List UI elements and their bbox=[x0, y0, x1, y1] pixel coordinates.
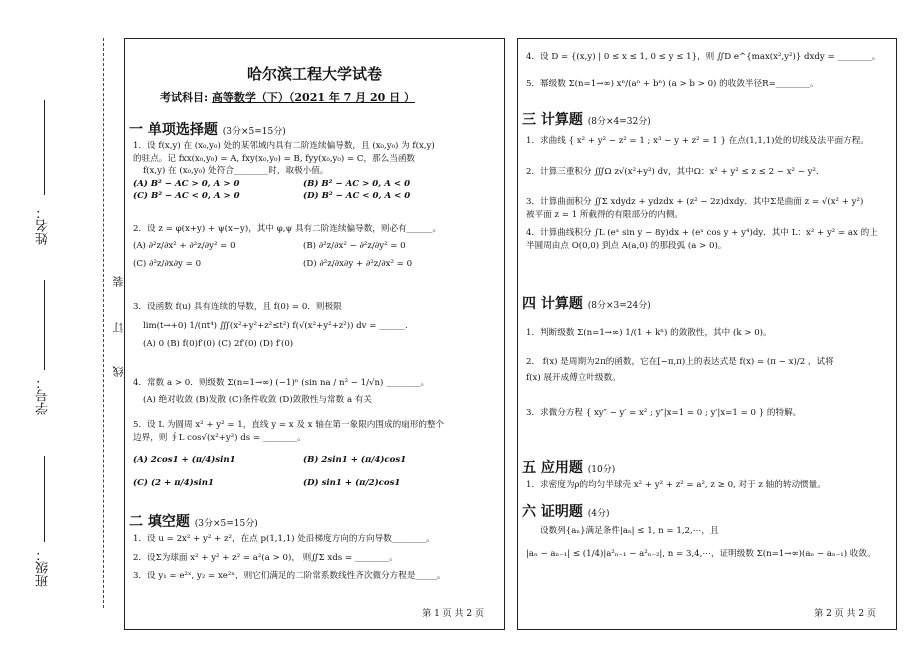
section-5-score: (10分) bbox=[587, 465, 616, 475]
page-1-footer: 第 1 页 共 2 页 bbox=[422, 609, 484, 619]
proof-line-1: 设数列{aₙ}满足条件|aₙ| ≤ 1, n = 1,2,⋯，且 bbox=[540, 526, 719, 536]
q1-line1: 1．设 f(x,y) 在 (x₀,y₀) 处的某邻域内具有二阶连续偏导数，且 (x₀,y₀) 为 f(x,y) bbox=[133, 141, 435, 151]
section-2-score: (3分×5=15分) bbox=[194, 519, 258, 529]
binding-sidebar bbox=[0, 0, 125, 650]
subject-prefix: 考试科目: bbox=[160, 91, 209, 104]
page-2-footer: 第 2 页 共 2 页 bbox=[814, 609, 876, 619]
q3-line2: lim(t→+0) 1/(πt⁴) ∭(x²+y²+z²≤t²) f(√(x²+y²+z²)) dv = ______. bbox=[143, 320, 408, 331]
name-label: 姓名： bbox=[36, 206, 51, 245]
q2-option-c: (C) ∂²z/∂x∂y = 0 bbox=[133, 259, 202, 269]
fill-question-1: 1．设 u = 2x² + y² + z²，在点 p(1,1,1) 处沿梯度方向的方向导数________。 bbox=[133, 534, 435, 544]
name-blank-line bbox=[44, 100, 45, 195]
proof-question bbox=[526, 525, 890, 560]
q5-option-a: (A) 2cos1 + (π/4)sin1 bbox=[133, 455, 236, 465]
class-label: 班级： bbox=[36, 548, 51, 587]
q4-options: (A) 绝对收敛 (B)发散 (C)条件收敛 (D)敛散性与常数 a 有关 bbox=[143, 394, 373, 405]
question-5 bbox=[133, 419, 498, 489]
student-id-blank-line bbox=[44, 280, 45, 370]
calc-question-1: 1．求曲线 { x² + y² − z² = 1 ; x³ − y + z² = 1 } 在点(1,1,1)处的切线及法平面方程。 bbox=[526, 136, 869, 146]
q1-option-d: (D) B² − AC < 0, A < 0 bbox=[303, 191, 411, 201]
q5-option-c: (C) (2 + π/4)sin1 bbox=[133, 477, 214, 488]
q1-options-ab bbox=[133, 178, 498, 191]
fill-questions-1-3 bbox=[133, 533, 498, 583]
q2-options-cd bbox=[133, 258, 498, 271]
calc-question-2: 2．计算三重积分 ∭Ω z√(x²+y²) dv，其中Ω：x² + y² ≤ z ≤ 2 − x² − y²． bbox=[526, 166, 825, 177]
q1-line3: f(x,y) 在 (x₀,y₀) 处符合________时，取极小值。 bbox=[143, 166, 329, 176]
q1-line2: 的驻点。记 fxx(x₀,y₀) = A, fxy(x₀,y₀) = B, fyy(x₀,y₀) = C，那么当函数 bbox=[133, 153, 416, 164]
subject-name: 高等数学（下）（2021 年 7 月 20 日 ） bbox=[211, 91, 415, 104]
q5-line2: 边界，则 ∮L cos√(x²+y²) ds = ________。 bbox=[133, 432, 306, 443]
calc-question-4-line2: 半圆周由点 O(0,0) 到点 A(a,0) 的那段弧 (a > 0)。 bbox=[526, 240, 727, 251]
class-blank-line bbox=[44, 456, 45, 542]
binding-mark-ding: 订 bbox=[112, 322, 125, 333]
q3-options: (A) 0 (B) f(0)f′(0) (C) 2f′(0) (D) f′(0) bbox=[143, 339, 294, 349]
q2-option-d: (D) ∂²z/∂x∂y + ∂²z/∂x² = 0 bbox=[303, 259, 413, 269]
q1-options-cd bbox=[133, 190, 498, 203]
q1-option-c: (C) B² − AC < 0, A > 0 bbox=[133, 191, 240, 201]
question-2 bbox=[133, 223, 498, 271]
section-4-heading bbox=[522, 293, 651, 313]
section-6-heading bbox=[522, 501, 610, 521]
q5-option-b: (B) 2sin1 + (π/4)cos1 bbox=[303, 455, 407, 465]
q1-option-a: (A) B² − AC > 0, A > 0 bbox=[133, 178, 240, 189]
section-2-heading bbox=[129, 511, 258, 531]
q5-option-d: (D) sin1 + (π/2)cos1 bbox=[303, 477, 401, 488]
question-3 bbox=[133, 301, 498, 351]
section-3-title: 三 计算题 bbox=[522, 112, 583, 128]
section-3-heading bbox=[522, 109, 651, 129]
calc-questions-section-4 bbox=[526, 327, 890, 419]
q2-line1: 2．设 z = φ(x+y) + ψ(x−y)，其中 φ,ψ 具有二阶连续偏导数，则必有______。 bbox=[133, 224, 442, 234]
section-4-title: 四 计算题 bbox=[522, 296, 583, 312]
section-2-title: 二 填空题 bbox=[129, 514, 190, 530]
calc-questions-section-3 bbox=[526, 135, 890, 252]
q2-option-b: (B) ∂²z/∂x² − ∂²z/∂y² = 0 bbox=[303, 240, 406, 251]
exam-page-1 bbox=[124, 38, 505, 630]
section-1-score: (3分×5=15分) bbox=[222, 127, 286, 137]
q3-line1: 3．设函数 f(u) 具有连续的导数，且 f(0) = 0．则极限 bbox=[133, 302, 342, 312]
series-question-2-line1: 2． f(x) 是周期为2π的函数，它在[−π,π)上的表达式是 f(x) = (π − x)/2 ，试将 bbox=[526, 356, 834, 367]
section-6-score: (4分) bbox=[587, 509, 610, 519]
ode-question-3: 3．求微分方程 { xy″ − y′ = x² ; y″|x=1 = 0 ; y′|x=1 = 0 } 的特解。 bbox=[526, 407, 802, 418]
question-1 bbox=[133, 140, 498, 203]
q5-options-cd bbox=[133, 477, 498, 490]
application-question-1: 1．求密度为ρ的均匀半球壳 x² + y² + z² = a², z ≥ 0, 对于 z 轴的转动惯量。 bbox=[526, 480, 826, 490]
binding-mark-xian: 线 bbox=[112, 366, 125, 377]
q2-options-ab bbox=[133, 240, 498, 253]
section-5-title: 五 应用题 bbox=[522, 460, 583, 476]
binding-mark-zhuang: 装 bbox=[112, 276, 125, 287]
section-1-heading bbox=[129, 119, 286, 139]
exam-page-2 bbox=[517, 38, 897, 630]
fill-question-5: 5．幂级数 Σ(n=1→∞) xⁿ/(aⁿ + bⁿ) (a > b > 0) 的收敛半径R=________。 bbox=[526, 78, 819, 89]
student-id-label: 学号： bbox=[36, 376, 51, 415]
fill-question-4: 4．设 D = {(x,y) | 0 ≤ x ≤ 1, 0 ≤ y ≤ 1}，则 ∬D e^{max(x²,y²)} dxdy = ________。 bbox=[526, 52, 881, 62]
section-1-title: 一 单项选择题 bbox=[129, 122, 218, 138]
binding-line bbox=[103, 38, 104, 608]
question-4 bbox=[133, 377, 498, 406]
subject-line bbox=[160, 89, 504, 105]
q5-options-ab bbox=[133, 454, 498, 467]
exam-title: 哈尔滨工程大学试卷 bbox=[246, 65, 382, 83]
section-6-title: 六 证明题 bbox=[522, 504, 583, 520]
q1-option-b: (B) B² − AC > 0, A < 0 bbox=[303, 178, 411, 189]
section-4-score: (8分×3=24分) bbox=[587, 301, 651, 311]
series-question-2-line2: f(x) 展开成傅立叶级数。 bbox=[526, 373, 621, 383]
fill-question-2: 2．设Σ为球面 x² + y² + z² = a²(a > 0)， 则∬Σ xds = ________。 bbox=[133, 552, 398, 563]
section-5-heading bbox=[522, 457, 615, 477]
series-question-1: 1．判断级数 Σ(n=1→∞) 1/(1 + kⁿ) 的敛散性，其中 (k > 0)。 bbox=[526, 328, 772, 338]
q2-option-a: (A) ∂²z/∂x² + ∂²z/∂y² = 0 bbox=[133, 240, 236, 251]
fill-question-3: 3．设 y₁ = e²ˣ, y₂ = xe²ˣ，则它们满足的二阶常系数线性齐次微分方程是_____。 bbox=[133, 571, 446, 581]
calc-question-3-line2: 被平面 z = 1 所截得的有限部分的内侧。 bbox=[526, 209, 684, 220]
calc-question-3-line1: 3．计算曲面积分 ∬Σ xdydz + ydzdx + (z² − 2z)dxdy．其中Σ是曲面 z = √(x² + y²) bbox=[526, 197, 864, 207]
fill-questions-4-5 bbox=[526, 51, 890, 90]
section-3-score: (8分×4=32分) bbox=[587, 117, 651, 127]
calc-question-4-line1: 4．计算曲线积分 ∫L (eˣ sin y − 8y)dx + (eˣ cos y + y⁴)dy．其中 L：x² + y² = ax 的上 bbox=[526, 228, 878, 238]
proof-line-2: |aₙ − aₙ₋₁| ≤ (1/4)|a²ₙ₋₁ − a²ₙ₋₂|, n = 3,4,⋯，证明级数 Σ(n=1→∞)(aₙ − aₙ₋₁) 收敛。 bbox=[526, 548, 876, 559]
q4-line1: 4．常数 a > 0．则级数 Σ(n=1→∞) (−1)ⁿ (sin na / n² − 1/√n) ________。 bbox=[133, 378, 430, 388]
q5-line1: 5．设 L 为圆周 x² + y² = 1，直线 y = x 及 x 轴在第一象限内围成的扇形的整个 bbox=[133, 420, 445, 430]
